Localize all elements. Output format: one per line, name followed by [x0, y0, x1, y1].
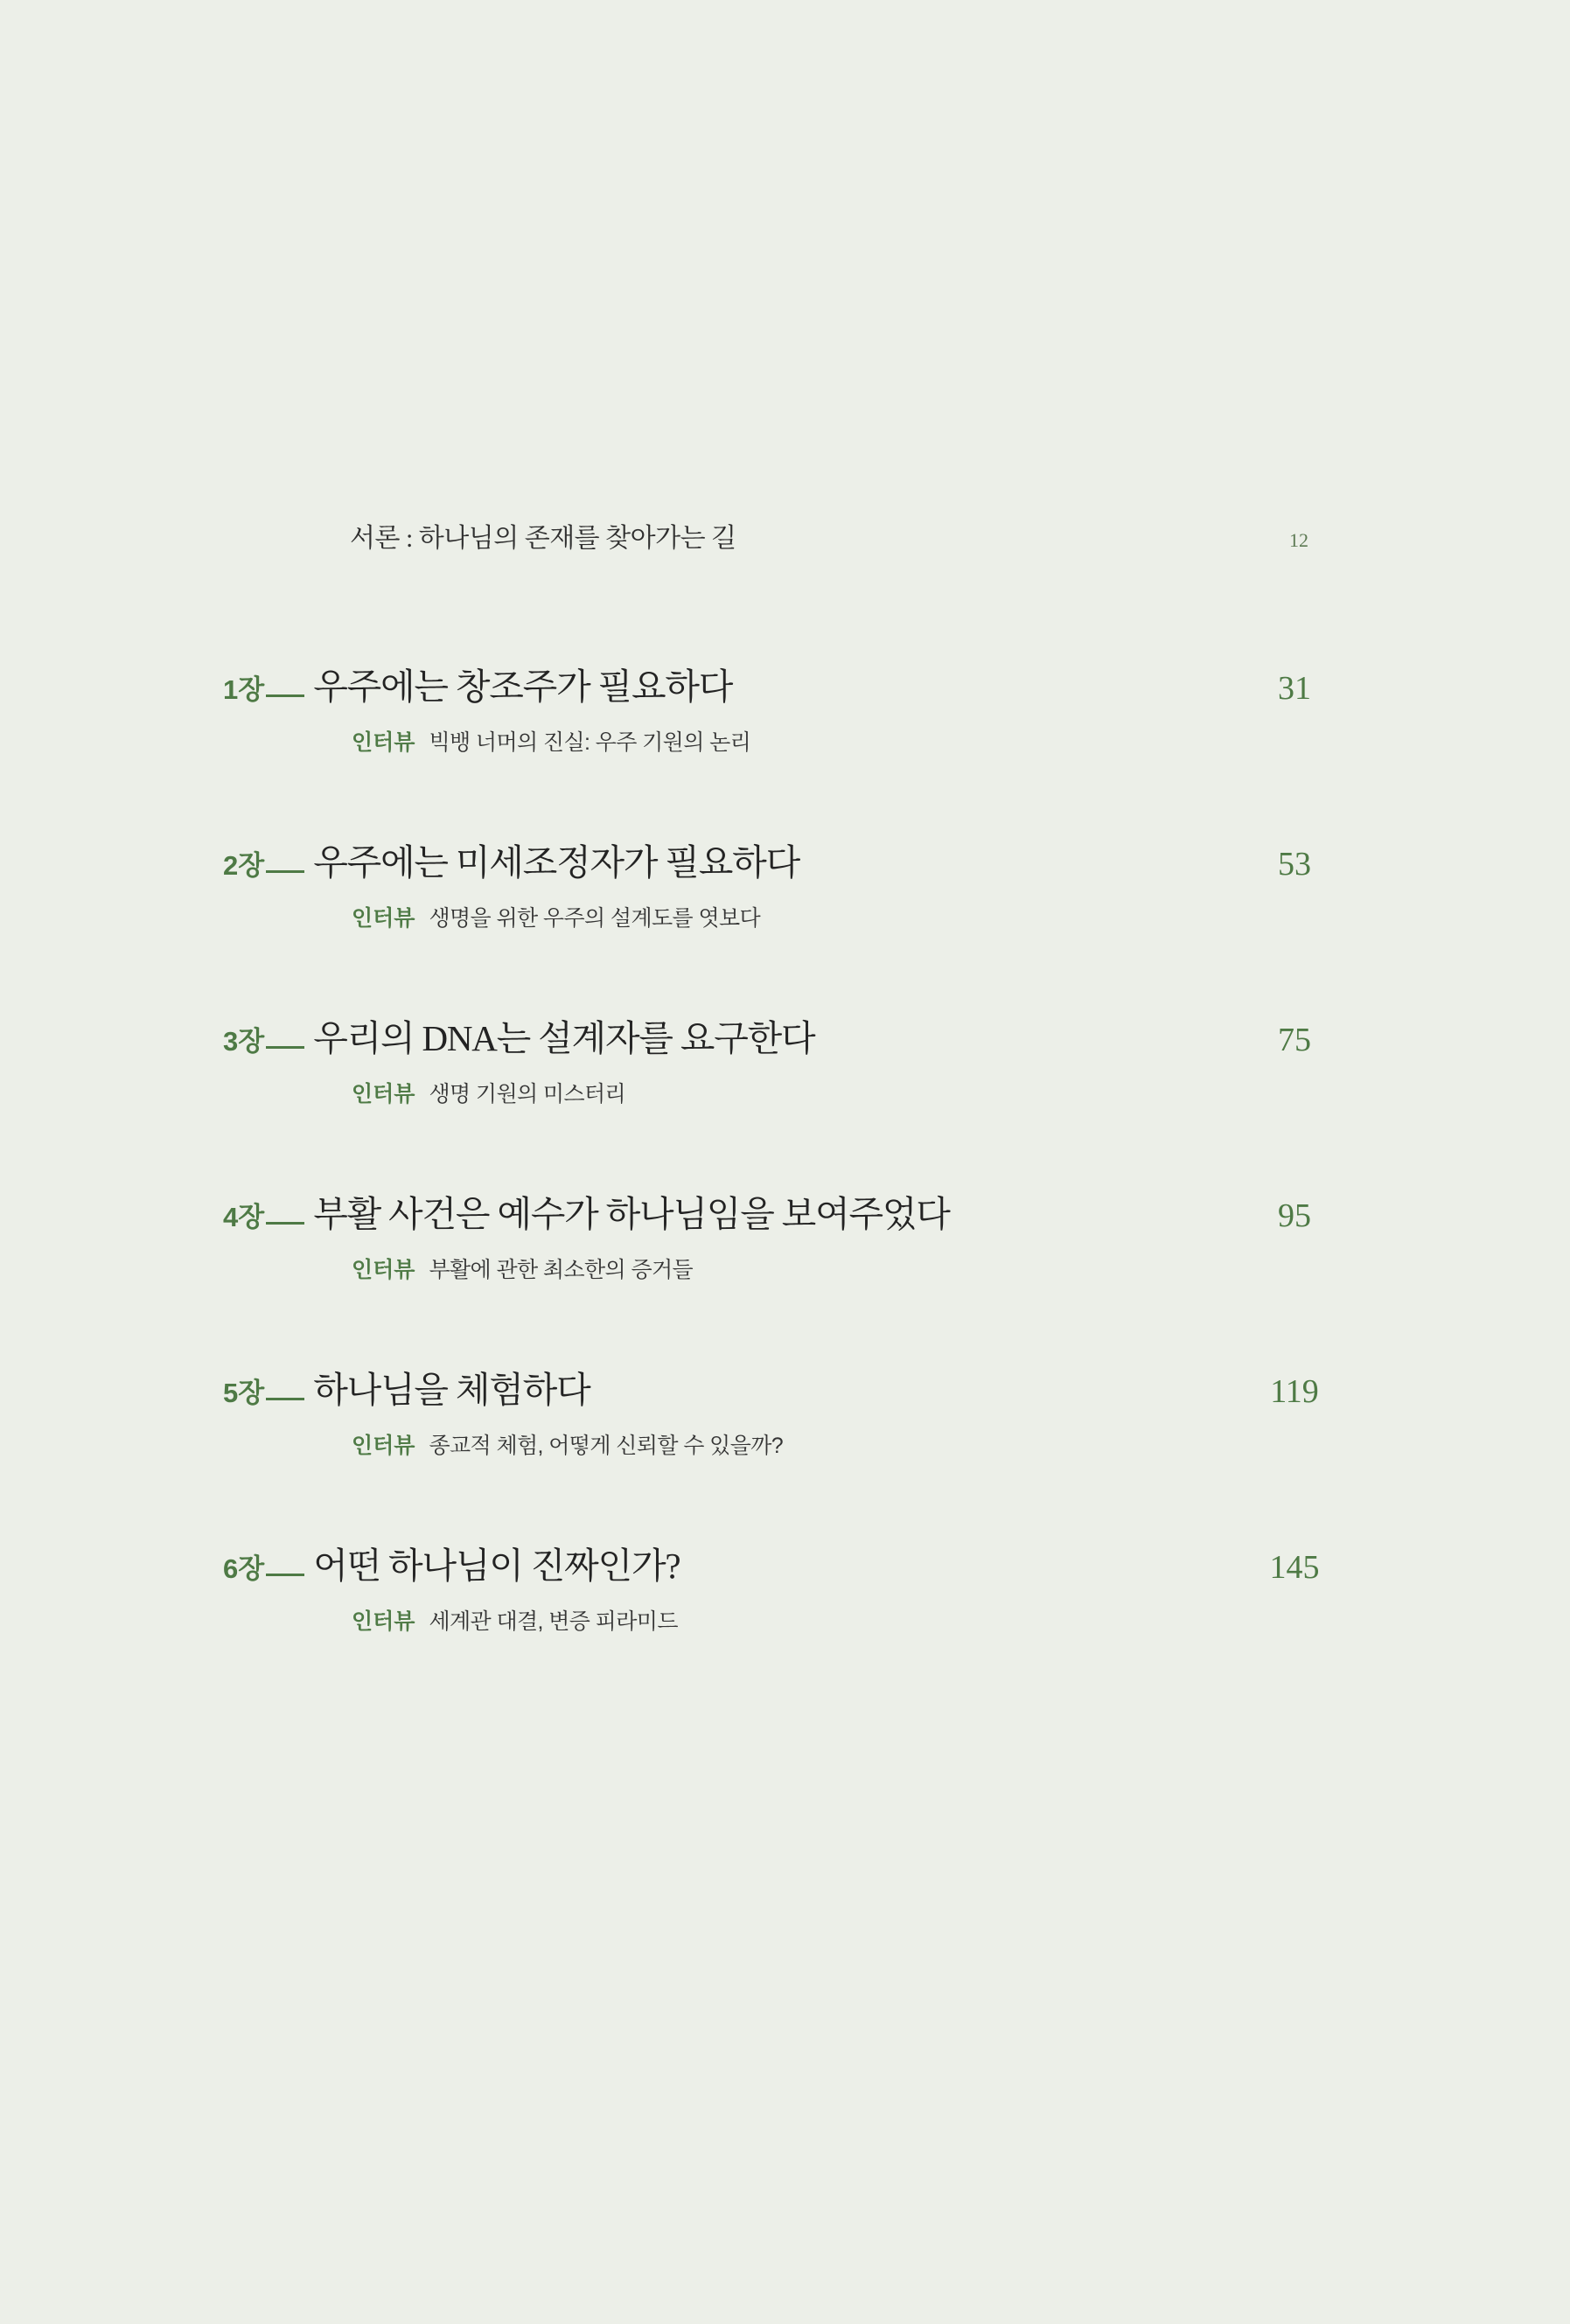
interview-title: 생명을 위한 우주의 설계도를 엿보다	[429, 906, 761, 931]
chapter-heading	[223, 1185, 1351, 1237]
intro-title: 서론 : 하나님의 존재를 찾아가는 길	[350, 524, 736, 553]
chapter-interview-row	[352, 1077, 1351, 1108]
interview-label: 인터뷰	[352, 1258, 415, 1282]
chapter-heading	[223, 834, 1351, 885]
interview-title: 종교적 체험, 어떻게 신뢰할 수 있을까?	[429, 1434, 784, 1458]
chapter-interview-row	[352, 1604, 1351, 1636]
chapter-title: 우리의 DNA는 설계자를 요구한다	[313, 1018, 815, 1058]
chapter-number: 1장	[223, 674, 265, 705]
chapter-page-number: 119	[1270, 1373, 1319, 1410]
chapter-number: 3장	[223, 1026, 265, 1057]
chapter-title: 부활 사건은 예수가 하나님임을 보여주었다	[313, 1194, 950, 1234]
chapter-page-number: 53	[1278, 846, 1311, 883]
toc-entry-chapter-1[interactable]	[223, 658, 1351, 757]
table-of-contents	[223, 516, 1351, 1713]
chapter-heading	[223, 1537, 1351, 1588]
toc-entry-intro[interactable]	[350, 516, 1351, 555]
interview-title: 빅뱅 너머의 진실: 우주 기원의 논리	[429, 730, 751, 755]
chapter-page-number: 95	[1278, 1197, 1311, 1234]
toc-entry-chapter-5[interactable]	[223, 1361, 1351, 1460]
intro-page-number: 12	[1289, 529, 1308, 551]
chapter-number: 6장	[223, 1553, 265, 1584]
interview-label: 인터뷰	[352, 1434, 415, 1458]
chapter-rule	[266, 1222, 304, 1225]
toc-entry-chapter-2[interactable]	[223, 834, 1351, 932]
chapter-rule	[266, 694, 304, 697]
chapter-title: 우주에는 창조주가 필요하다	[313, 666, 733, 707]
toc-entry-chapter-4[interactable]	[223, 1185, 1351, 1284]
chapter-page-number: 31	[1278, 670, 1311, 707]
interview-label: 인터뷰	[352, 906, 415, 931]
chapter-title: 우주에는 미세조정자가 필요하다	[313, 842, 799, 883]
chapter-interview-row	[352, 1253, 1351, 1284]
chapter-page-number: 75	[1278, 1022, 1311, 1058]
interview-label: 인터뷰	[352, 1609, 415, 1634]
chapter-rule	[266, 870, 304, 873]
chapter-rule	[266, 1574, 304, 1576]
interview-title: 생명 기원의 미스터리	[429, 1082, 626, 1106]
chapter-title: 어떤 하나님이 진짜인가?	[313, 1546, 680, 1586]
interview-label: 인터뷰	[352, 1082, 415, 1106]
toc-entry-chapter-3[interactable]	[223, 1009, 1351, 1108]
interview-title: 부활에 관한 최소한의 증거들	[429, 1258, 694, 1282]
chapter-heading	[223, 1361, 1351, 1413]
chapter-interview-row	[352, 1428, 1351, 1460]
chapter-page-number: 145	[1269, 1549, 1320, 1586]
chapter-title: 하나님을 체험하다	[313, 1370, 590, 1410]
chapter-number: 2장	[223, 850, 265, 881]
chapter-rule	[266, 1046, 304, 1049]
toc-entry-chapter-6[interactable]	[223, 1537, 1351, 1636]
chapter-number: 5장	[223, 1378, 265, 1408]
chapter-interview-row	[352, 725, 1351, 757]
chapter-interview-row	[352, 901, 1351, 932]
interview-label: 인터뷰	[352, 730, 415, 755]
chapter-rule	[266, 1398, 304, 1400]
interview-title: 세계관 대결, 변증 피라미드	[429, 1609, 678, 1634]
chapter-number: 4장	[223, 1202, 265, 1232]
chapter-heading	[223, 658, 1351, 709]
chapter-heading	[223, 1009, 1351, 1061]
